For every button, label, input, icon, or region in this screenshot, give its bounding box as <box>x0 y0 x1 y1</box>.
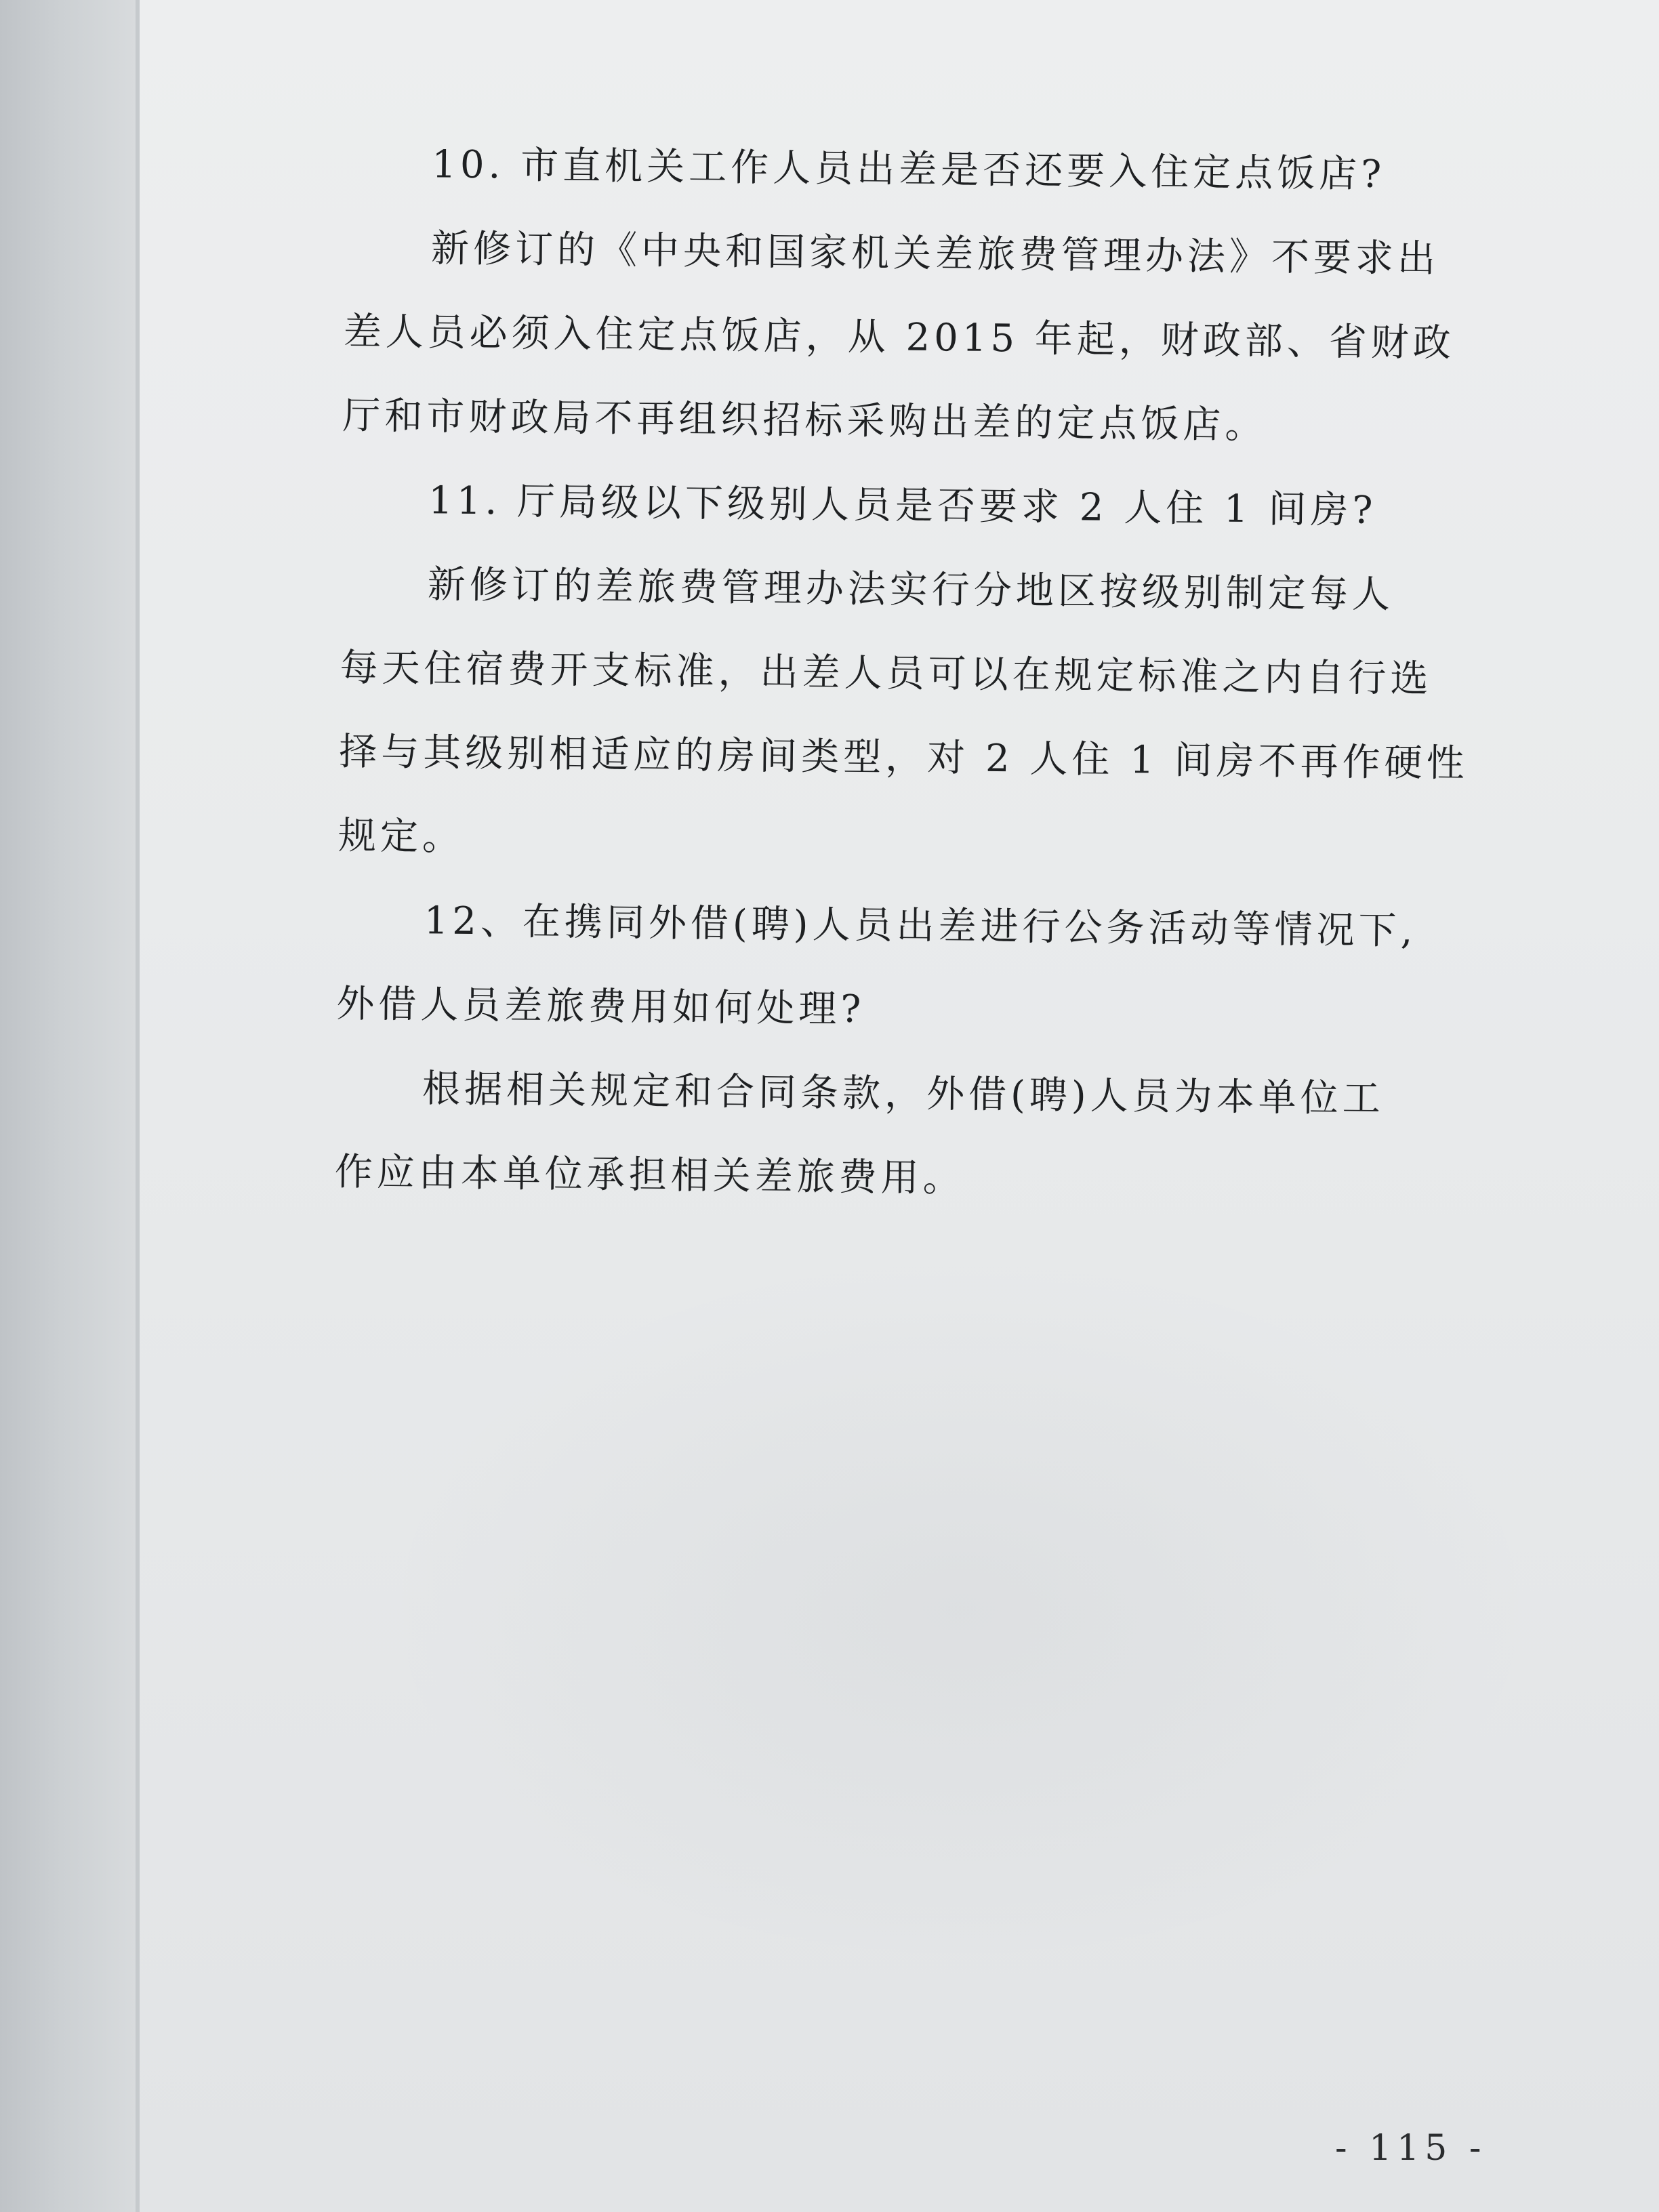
text-line: 10. 市直机关工作人员出差是否还要入住定点饭店? <box>432 142 1386 197</box>
text-line: 规定。 <box>337 813 465 859</box>
text-line: 作应由本单位承担相关差旅费用。 <box>334 1149 966 1201</box>
text-line: 12、在携同外借(聘)人员出差进行公务活动等情况下, <box>424 899 1417 954</box>
text-line: 11. 厅局级以下级别人员是否要求 2 人住 1 间房? <box>428 478 1377 533</box>
text-line: 根据相关规定和合同条款，外借(聘)人员为本单位工 <box>422 1067 1385 1122</box>
document-body <box>334 122 1469 1226</box>
page-number: - 115 - <box>1335 2128 1487 2169</box>
text-line: 择与其级别相适应的房间类型，对 2 人住 1 间房不再作硬性 <box>338 729 1469 786</box>
text-line: 厅和市财政局不再组织招标采购出差的定点饭店。 <box>342 393 1267 448</box>
text-line: 新修订的《中央和国家机关差旅费管理办法》不要求出 <box>430 226 1440 281</box>
reverse-side-bleed <box>384 1254 1536 1965</box>
text-line: 外借人员差旅费用如何处理? <box>336 981 865 1032</box>
text-line: 每天住宿费开支标准，出差人员可以在规定标准之内自行选 <box>340 645 1433 701</box>
book-gutter <box>0 0 136 2212</box>
text-line: 差人员必须入住定点饭店，从 2015 年起，财政部、省财政 <box>343 309 1456 366</box>
text-line: 新修订的差旅费管理办法实行分地区按级别制定每人 <box>427 562 1395 617</box>
